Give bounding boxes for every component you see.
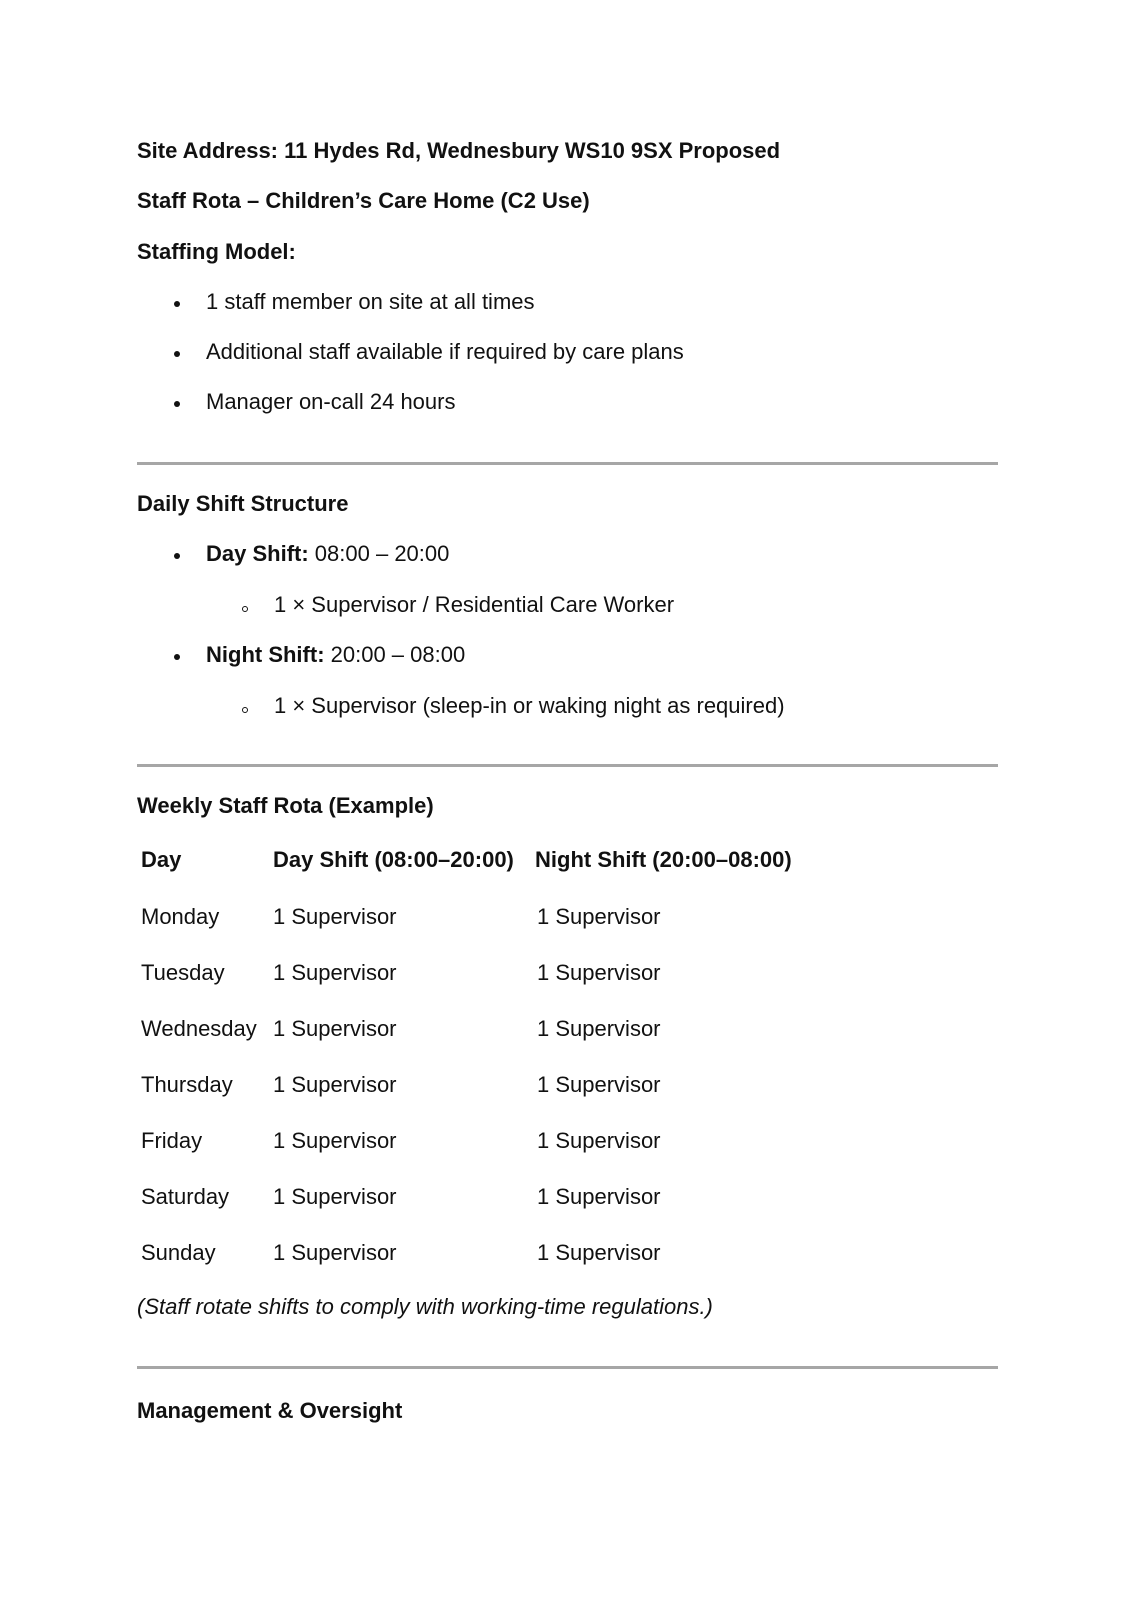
staffing-model-item: Manager on-call 24 hours (206, 389, 456, 414)
table-cell-night-shift: 1 Supervisor (537, 1072, 661, 1097)
day-shift-time: 08:00 – 20:00 (308, 541, 450, 566)
table-cell-day: Thursday (141, 1072, 233, 1097)
bullet-icon (174, 301, 180, 307)
table-cell-night-shift: 1 Supervisor (537, 1240, 661, 1265)
rota-note: (Staff rotate shifts to comply with working-time regulations.) (137, 1294, 713, 1319)
section-divider (137, 1366, 998, 1369)
staffing-model-heading: Staffing Model: (137, 239, 296, 264)
table-cell-day: Monday (141, 904, 220, 929)
bullet-icon (174, 351, 180, 357)
weekly-rota-heading: Weekly Staff Rota (Example) (137, 793, 434, 818)
site-address-heading: Site Address: 11 Hydes Rd, Wednesbury WS10 9SX Proposed (137, 138, 781, 163)
table-cell-day: Friday (141, 1128, 203, 1153)
table-cell-day: Sunday (141, 1240, 216, 1265)
section-divider (137, 764, 998, 767)
table-header-day: Day (141, 847, 182, 872)
night-shift-detail: 1 × Supervisor (sleep-in or waking night as required) (274, 693, 785, 718)
table-cell-day-shift: 1 Supervisor (273, 1184, 397, 1209)
table-cell-day-shift: 1 Supervisor (273, 1072, 397, 1097)
sub-bullet-icon (242, 707, 248, 713)
day-shift-detail: 1 × Supervisor / Residential Care Worker (274, 592, 675, 617)
night-shift-line (206, 641, 465, 669)
table-cell-night-shift: 1 Supervisor (537, 1184, 661, 1209)
table-cell-day-shift: 1 Supervisor (273, 1240, 397, 1265)
day-shift-label: Day Shift: (206, 541, 309, 566)
table-header-day-shift: Day Shift (08:00–20:00) (273, 847, 514, 872)
table-cell-night-shift: 1 Supervisor (537, 1128, 661, 1153)
table-cell-day-shift: 1 Supervisor (273, 1128, 397, 1153)
table-cell-day-shift: 1 Supervisor (273, 960, 397, 985)
table-cell-day-shift: 1 Supervisor (273, 1016, 397, 1041)
rota-title-heading: Staff Rota – Children’s Care Home (C2 Use) (137, 188, 590, 213)
bullet-icon (174, 654, 180, 660)
table-cell-night-shift: 1 Supervisor (537, 1016, 661, 1041)
section-divider (137, 462, 998, 465)
staffing-model-item: Additional staff available if required by care plans (206, 339, 684, 364)
table-cell-day-shift: 1 Supervisor (273, 904, 397, 929)
bullet-icon (174, 553, 180, 559)
table-cell-night-shift: 1 Supervisor (537, 960, 661, 985)
day-shift-line (206, 540, 449, 568)
night-shift-time: 20:00 – 08:00 (324, 642, 466, 667)
table-cell-day: Tuesday (141, 960, 225, 985)
management-heading: Management & Oversight (137, 1398, 403, 1423)
night-shift-label: Night Shift: (206, 642, 325, 667)
table-cell-day: Saturday (141, 1184, 230, 1209)
staffing-model-item: 1 staff member on site at all times (206, 289, 535, 314)
table-cell-night-shift: 1 Supervisor (537, 904, 661, 929)
daily-shift-heading: Daily Shift Structure (137, 491, 349, 516)
sub-bullet-icon (242, 606, 248, 612)
table-header-night-shift: Night Shift (20:00–08:00) (535, 847, 792, 872)
bullet-icon (174, 401, 180, 407)
table-cell-day: Wednesday (141, 1016, 257, 1041)
